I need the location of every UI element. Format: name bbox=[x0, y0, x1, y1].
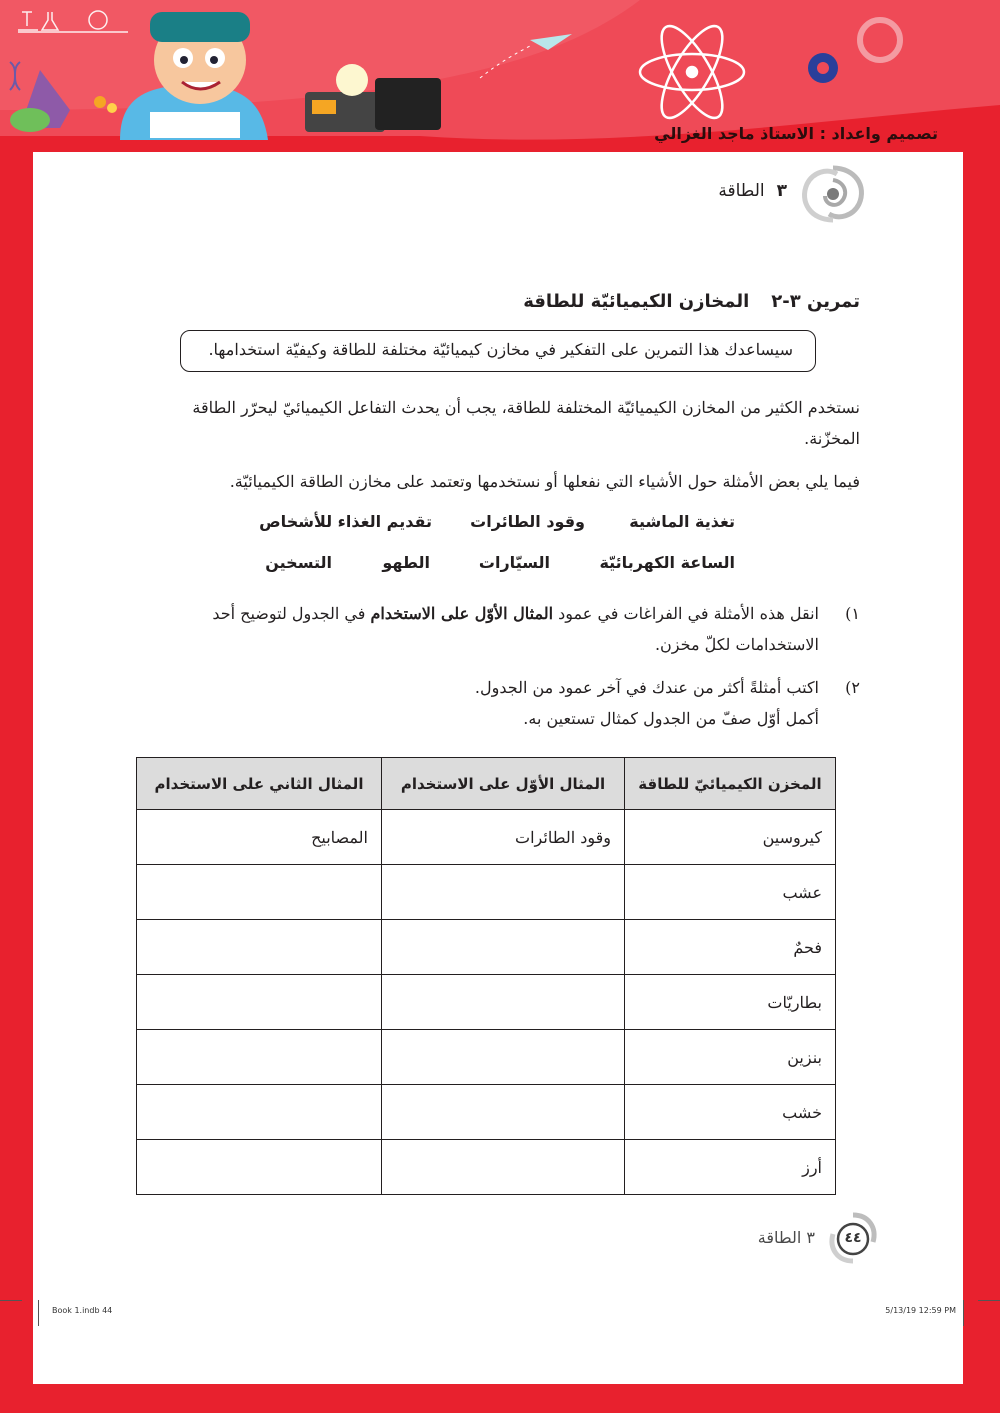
chemical-stores-table bbox=[136, 757, 836, 1195]
column-header-store: المخزن الكيميائيّ للطاقة bbox=[625, 758, 836, 810]
print-date-info: 5/13/19 12:59 PM bbox=[885, 1306, 956, 1315]
paragraph-examples-intro: فيما يلي بعض الأمثلة حول الأشياء التي نفعلها أو نستخدمها وتعتمد على مخازن الطاقة الكيميائيّة. bbox=[229, 472, 860, 491]
first-use-cell[interactable] bbox=[382, 865, 625, 920]
table-header-row bbox=[137, 758, 836, 810]
store-cell: خشب bbox=[625, 1085, 836, 1140]
question-2-line2: أكمل أوّل صفّ من الجدول كمثال تستعين به. bbox=[523, 709, 819, 728]
question-number: ٢) bbox=[845, 678, 860, 697]
exercise-intro-box: سيساعدك هذا التمرين على التفكير في مخازن كيميائيّة مختلفة للطاقة وكيفيّة استخدامها. bbox=[180, 330, 816, 372]
unit-number: ٣ bbox=[776, 181, 787, 201]
unit-heading bbox=[718, 181, 787, 201]
print-file-info: Book 1.indb 44 bbox=[52, 1306, 113, 1315]
crop-mark bbox=[38, 1300, 39, 1326]
question-1: ١) انقل هذه الأمثلة في الفراغات في عمود المثال الأوّل على الاستخدام في الجدول لتوضيح أحد الاستخدامات لكلّ مخزن. bbox=[136, 598, 819, 660]
store-cell: بنزين bbox=[625, 1030, 836, 1085]
example-word: السيّارات bbox=[478, 553, 550, 572]
table-row bbox=[137, 1085, 836, 1140]
first-use-cell[interactable] bbox=[382, 1140, 625, 1195]
first-use-cell[interactable] bbox=[382, 1085, 625, 1140]
example-word: تقديم الغذاء للأشخاص bbox=[259, 512, 432, 531]
exercise-heading bbox=[523, 291, 860, 312]
first-use-cell[interactable] bbox=[382, 920, 625, 975]
question-1-emphasis: المثال الأوّل على الاستخدام bbox=[370, 604, 554, 623]
first-use-cell[interactable]: وقود الطائرات bbox=[382, 810, 625, 865]
second-use-cell[interactable] bbox=[137, 920, 382, 975]
page-number: ٤٤ bbox=[844, 1230, 862, 1246]
second-use-cell[interactable] bbox=[137, 1085, 382, 1140]
question-2-line1: اكتب أمثلةً أكثر من عندك في آخر عمود من الجدول. bbox=[474, 678, 819, 697]
table-row bbox=[137, 920, 836, 975]
question-2 bbox=[136, 672, 860, 734]
crop-mark bbox=[963, 1300, 964, 1326]
bottom-frame bbox=[0, 1384, 1000, 1413]
designer-credit: تصميم واعداد : الاستاذ ماجد الغزالي bbox=[654, 124, 938, 143]
example-word: التسخين bbox=[265, 553, 332, 572]
second-use-cell[interactable]: المصابيح bbox=[137, 810, 382, 865]
first-use-cell[interactable] bbox=[382, 1030, 625, 1085]
table-row bbox=[137, 865, 836, 920]
column-header-second-use: المثال الثاني على الاستخدام bbox=[137, 758, 382, 810]
store-cell: أرز bbox=[625, 1140, 836, 1195]
crop-mark bbox=[978, 1300, 1000, 1301]
exercise-title: المخازن الكيميائيّة للطاقة bbox=[523, 291, 750, 312]
second-use-cell[interactable] bbox=[137, 975, 382, 1030]
example-word: الساعة الكهربائيّة bbox=[599, 553, 735, 572]
first-use-cell[interactable] bbox=[382, 975, 625, 1030]
second-use-cell[interactable] bbox=[137, 1140, 382, 1195]
column-header-first-use: المثال الأوّل على الاستخدام bbox=[382, 758, 625, 810]
example-word: وقود الطائرات bbox=[470, 512, 585, 531]
crop-mark bbox=[0, 1300, 22, 1301]
store-cell: عشب bbox=[625, 865, 836, 920]
table-row bbox=[137, 1030, 836, 1085]
store-cell: كيروسين bbox=[625, 810, 836, 865]
footer-unit-label: ٣ الطاقة bbox=[757, 1228, 815, 1247]
second-use-cell[interactable] bbox=[137, 865, 382, 920]
store-cell: بطاريّات bbox=[625, 975, 836, 1030]
table-row bbox=[137, 975, 836, 1030]
second-use-cell[interactable] bbox=[137, 1030, 382, 1085]
gear-icon bbox=[808, 53, 838, 83]
unit-title: الطاقة bbox=[718, 181, 765, 201]
header-banner bbox=[0, 0, 1000, 150]
store-cell: فحمٌ bbox=[625, 920, 836, 975]
example-word: الطهو bbox=[382, 553, 430, 572]
example-word: تغذية الماشية bbox=[629, 512, 735, 531]
question-number: ١) bbox=[845, 604, 860, 623]
page-number-badge bbox=[827, 1212, 879, 1264]
table-row bbox=[137, 810, 836, 865]
energy-swirl-icon bbox=[793, 160, 873, 228]
paragraph-chemical-stores: نستخدم الكثير من المخازن الكيميائيّة المختلفة للطاقة، يجب أن يحدث التفاعل الكيميائيّ ليحرّر الطاقة المخزّنة. bbox=[192, 398, 860, 448]
table-row bbox=[137, 1140, 836, 1195]
exercise-number: تمرين ٣-٢ bbox=[771, 291, 860, 312]
